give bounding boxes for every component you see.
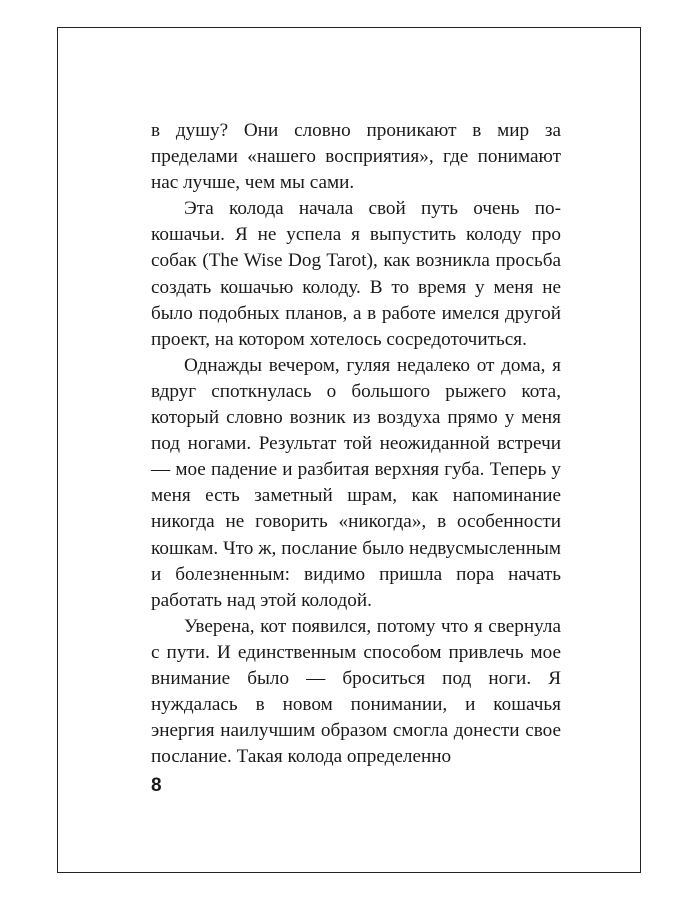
paragraph-3: Однажды вечером, гуляя недалеко от дома, я вдруг споткнулась о большого рыжего кота, который словно возник из воздуха прямо у меня под ногами. Результат той неожиданной встречи — мое падение и разбитая верхняя губа. Теперь у меня есть заметный шрам, как напоминание никогда не говорить «никогда», в особенности кошкам. Что ж, послание было недвусмысленным и болезненным: видимо пришла пора начать работать над этой колодой.: [151, 354, 561, 611]
paragraph-1: в душу? Они словно проникают в мир за пределами «нашего восприятия», где понимают нас лучше, чем мы сами.: [151, 120, 561, 194]
paragraph-2: Эта колода начала свой путь очень по-кошачьи. Я не успела я выпустить колоду про собак (The Wise Dog Tarot), как возникла просьба создать кошачью колоду. В то время у меня не было подобных планов, а в работе имелся другой проект, на котором хотелось сосредоточиться.: [151, 198, 561, 350]
body-text: [151, 118, 561, 770]
paragraph-4: Уверена, кот появился, потому что я свернула с пути. И единственным способом привлечь мое внимание было — броситься под ноги. Я нуждалась в новом понимании, и кошачья энергия наилучшим образом смогла донести свое послание. Такая колода определенно: [151, 615, 561, 768]
page-number: 8: [151, 775, 162, 796]
